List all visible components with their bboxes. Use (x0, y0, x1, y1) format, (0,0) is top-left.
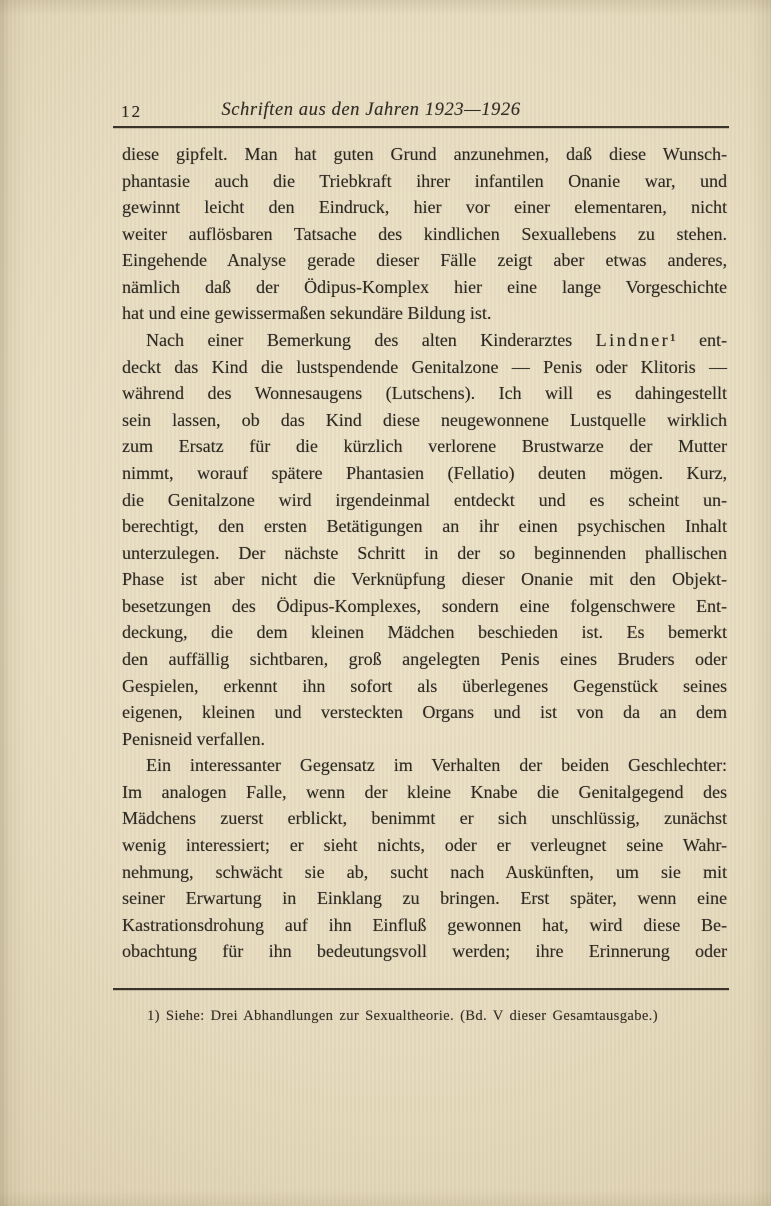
running-header: Schriften aus den Jahren 1923—1926 (221, 100, 521, 120)
text-line: Mädchens zuerst erblickt, benimmt er sich unschlüssig, zunächst (122, 808, 727, 829)
text-line: deckung, die dem kleinen Mädchen beschieden ist. Es bemerkt (122, 622, 727, 643)
text-line: nehmung, schwächt sie ab, sucht nach Auskünften, um sie mit (122, 861, 727, 882)
text-line: Eingehende Analyse gerade dieser Fälle zeigt aber etwas anderes, (122, 250, 727, 271)
text-line: hat und eine gewissermaßen sekundäre Bildung ist. (122, 303, 492, 324)
header-rule (113, 126, 729, 128)
text-line: wenig interessiert; er sieht nichts, oder er verleugnet seine Wahr- (122, 835, 727, 856)
text-line: den auffällig sichtbaren, groß angelegten Penis eines Bruders oder (122, 648, 727, 669)
footnote-text: 1) Siehe: Drei Abhandlungen zur Sexualtheorie. (Bd. V dieser Gesamtausgabe.) (147, 1008, 658, 1024)
text-line: besetzungen des Ödipus-Komplexes, sondern eine folgenschwere Ent- (122, 595, 727, 616)
text-line: die Genitalzone wird irgendeinmal entdeckt und es scheint un- (122, 489, 727, 510)
text-line: Kastrationsdrohung auf ihn Einfluß gewonnen hat, wird diese Be- (122, 914, 727, 935)
text-line: gewinnt leicht den Eindruck, hier vor einer elementaren, nicht (122, 197, 727, 218)
text-line: obachtung für ihn bedeutungsvoll werden; ihre Erinnerung oder (122, 941, 727, 962)
text-line: diese gipfelt. Man hat guten Grund anzunehmen, daß diese Wunsch- (122, 144, 727, 164)
text-line: nämlich daß der Ödipus-Komplex hier eine lange Vorgeschichte (122, 276, 727, 297)
text-line: berechtigt, den ersten Betätigungen an ihr einen psychischen Inhalt (122, 516, 727, 537)
text-line: unterzulegen. Der nächste Schritt in der so beginnenden phallischen (122, 542, 727, 563)
text-line: sein lassen, ob das Kind diese neugewonnene Lustquelle wirklich (122, 409, 727, 430)
text-line: nimmt, worauf spätere Phantasien (Fellatio) deuten mögen. Kurz, (122, 462, 727, 483)
footnote-rule (113, 988, 729, 990)
body-text (122, 141, 727, 965)
text-line: zum Ersatz für die kürzlich verlorene Brustwarze der Mutter (122, 436, 727, 457)
text-line: während des Wonnesaugens (Lutschens). Ich will es dahingestellt (122, 383, 727, 404)
text-line: Penisneid verfallen. (122, 728, 265, 749)
footnote (122, 1006, 727, 1026)
text-line: weiter auflösbaren Tatsache des kindlichen Sexuallebens zu stehen. (122, 223, 727, 244)
text-line: Nach einer Bemerkung des alten Kinderarztes Lindner¹ ent- (146, 330, 727, 351)
text-line: Im analogen Falle, wenn der kleine Knabe die Genitalgegend des (122, 781, 727, 802)
text-line: Ein interessanter Gegensatz im Verhalten der beiden Geschlechter: (146, 755, 727, 776)
text-line: eigenen, kleinen und versteckten Organs und ist von da an dem (122, 702, 727, 723)
text-line: phantasie auch die Triebkraft ihrer infantilen Onanie war, und (122, 170, 727, 191)
page-number: 12 (121, 102, 142, 121)
text-line: deckt das Kind die lustspendende Genitalzone — Penis oder Klitoris — (122, 356, 727, 377)
text-line: Gespielen, erkennt ihn sofort als überlegenes Gegenstück seines (122, 675, 727, 696)
text-line: Phase ist aber nicht die Verknüpfung dieser Onanie mit den Objekt- (122, 569, 727, 590)
text-line: seiner Erwartung in Einklang zu bringen. Erst später, wenn eine (122, 888, 727, 909)
